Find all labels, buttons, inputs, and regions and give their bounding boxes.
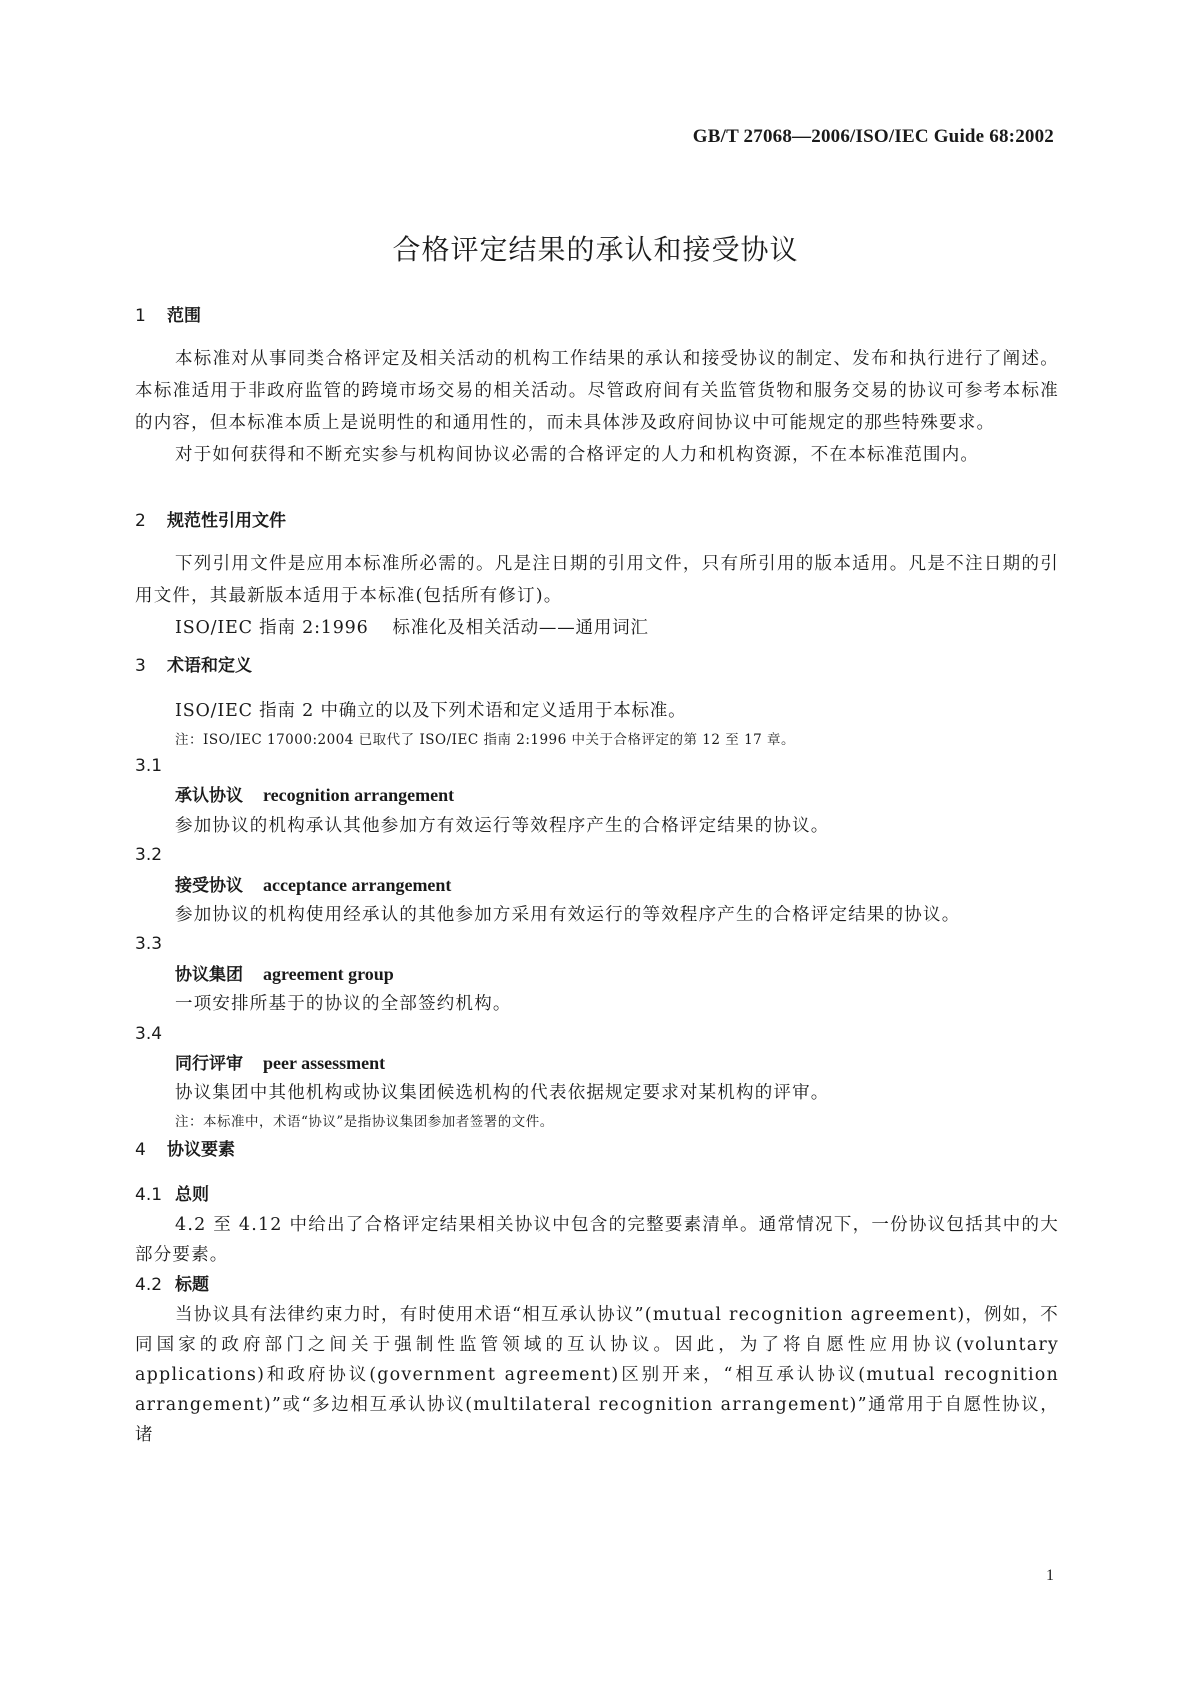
section-title: 范围 [167, 306, 201, 326]
term-en: peer assessment [263, 1053, 386, 1074]
term-heading [135, 871, 1059, 901]
note: 注：ISO/IEC 17000:2004 已取代了 ISO/IEC 指南 2:1996 中关于合格评定的第 12 至 17 章。 [175, 732, 796, 748]
normative-reference [135, 612, 1059, 644]
term-definition: 一项安排所基于的协议的全部签约机构。 [175, 994, 512, 1015]
section-title: 协议要素 [167, 1140, 235, 1160]
section-3-body [135, 695, 1059, 753]
term-definition: 参加协议的机构使用经承认的其他参加方采用有效运行的等效程序产生的合格评定结果的协议。 [175, 905, 961, 926]
subsection-number: 4.2 [135, 1275, 163, 1295]
paragraph: 对于如何获得和不断充实参与机构间协议必需的合格评定的人力和机构资源，不在本标准范围内。 [175, 445, 980, 465]
subsection-4-1-heading [135, 1180, 1059, 1210]
subsection-title: 总则 [175, 1185, 209, 1205]
section-2 [135, 505, 1059, 537]
term-number: 3.2 [135, 845, 163, 866]
subsection-4-2-heading [135, 1270, 1059, 1300]
section-number: 3 [135, 656, 146, 676]
term-number: 3.1 [135, 756, 163, 776]
section-1-heading [135, 300, 1059, 332]
section-3-heading [135, 650, 1059, 682]
term-definition: 协议集团中其他机构或协议集团候选机构的代表依据规定要求对某机构的评审。 [175, 1083, 830, 1104]
section-2-body [135, 548, 1059, 644]
term-definition: 参加协议的机构承认其他参加方有效运行等效程序产生的合格评定结果的协议。 [175, 815, 830, 836]
paragraph: 下列引用文件是应用本标准所必需的。凡是注日期的引用文件，只有所引用的版本适用。凡是不注日期的引用文件，其最新版本适用于本标准(包括所有修订)。 [135, 554, 1059, 606]
standard-code-header: GB/T 27068—2006/ISO/IEC Guide 68:2002 [692, 126, 1054, 147]
section-4-body [135, 1180, 1059, 1450]
section-4 [135, 1134, 1059, 1166]
section-1 [135, 300, 1059, 332]
note: 注：本标准中，术语“协议”是指协议集团参加者签署的文件。 [175, 1113, 554, 1130]
term-zh: 承认协议 [175, 786, 243, 807]
section-number: 1 [135, 306, 146, 326]
subsection-number: 4.1 [135, 1185, 163, 1205]
section-title: 规范性引用文件 [167, 511, 286, 531]
section-title: 术语和定义 [167, 656, 252, 676]
section-2-heading [135, 505, 1059, 537]
reference-title: 标准化及相关活动——通用词汇 [392, 618, 649, 638]
term-heading [135, 960, 1059, 990]
section-number: 4 [135, 1140, 146, 1160]
paragraph: 4.2 至 4.12 中给出了合格评定结果相关协议中包含的完整要素清单。通常情况下，一份协议包括其中的大部分要素。 [135, 1215, 1059, 1265]
term-number: 3.3 [135, 934, 163, 955]
terms-list [135, 752, 1059, 1135]
term-en: acceptance arrangement [263, 874, 452, 895]
term-zh: 同行评审 [175, 1054, 243, 1075]
term-heading [135, 781, 1059, 811]
page-number: 1 [1046, 1567, 1054, 1584]
section-3 [135, 650, 1059, 682]
paragraph: ISO/IEC 指南 2 中确立的以及下列术语和定义适用于本标准。 [175, 701, 687, 721]
paragraph: 当协议具有法律约束力时，有时使用术语“相互承认协议”(mutual recognition agreement)，例如，不同国家的政府部门之间关于强制性监管领域的互认协议。因此，为了将自愿性应用协议(voluntary applications)和政府协议(government agreement)区别开来，“相互承认协议(mutual recognition arrangement)”或“多边相互承认协议(multilateral recognition arrangement)”通常用于自愿性协议，诸 [135, 1305, 1059, 1445]
section-1-body [135, 343, 1059, 471]
reference-code: ISO/IEC 指南 2:1996 [175, 618, 369, 638]
paragraph: 本标准对从事同类合格评定及相关活动的机构工作结果的承认和接受协议的制定、发布和执行进行了阐述。本标准适用于非政府监管的跨境市场交易的相关活动。尽管政府间有关监管货物和服务交易的协议可参考本标准的内容，但本标准本质上是说明性的和通用性的，而未具体涉及政府间协议中可能规定的那些特殊要求。 [135, 349, 1059, 433]
term-en: recognition arrangement [263, 785, 455, 806]
section-4-heading [135, 1134, 1059, 1166]
term-heading [135, 1049, 1059, 1079]
term-zh: 接受协议 [175, 875, 243, 896]
term-number: 3.4 [135, 1023, 163, 1044]
subsection-title: 标题 [175, 1275, 209, 1295]
section-number: 2 [135, 511, 146, 531]
term-zh: 协议集团 [175, 964, 243, 985]
document-title: 合格评定结果的承认和接受协议 [392, 233, 799, 266]
term-en: agreement group [263, 963, 394, 984]
